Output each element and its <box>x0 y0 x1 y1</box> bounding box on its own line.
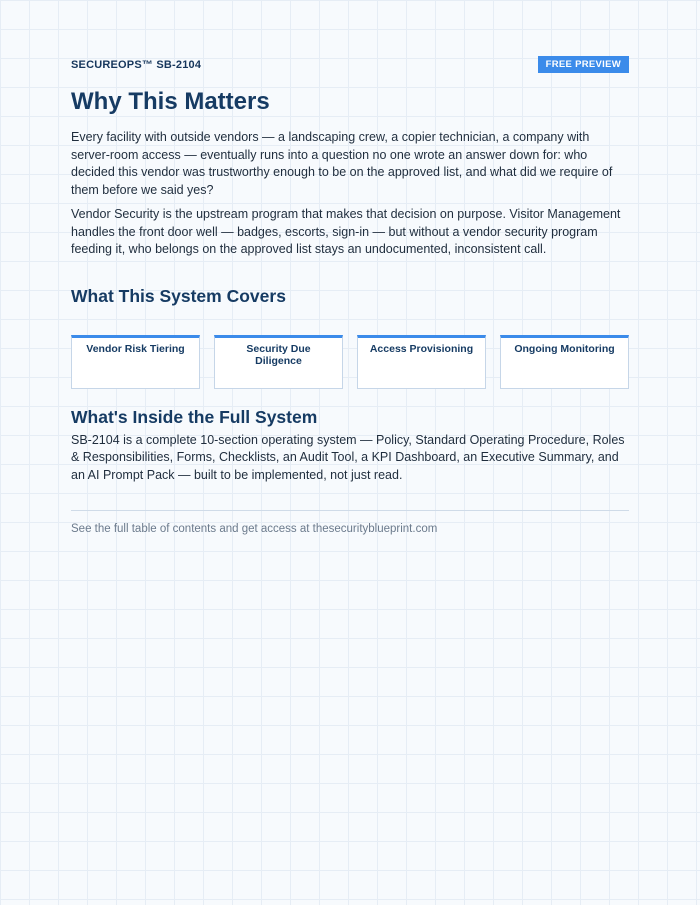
why-this-matters-heading: Why This Matters <box>71 88 270 115</box>
document-code: SECUREOPS™ SB-2104 <box>71 58 202 71</box>
card-label: Security Due Diligence <box>246 342 311 367</box>
divider <box>71 510 629 511</box>
card-label: Ongoing Monitoring <box>514 342 615 355</box>
why-paragraph-2: Vendor Security is the upstream program that makes that decision on purpose. Visitor Management handles the front door well — badges, escorts, sign-in — but without a vendor security program feeding it, who belongs on the approved list stays an undocumented, inconsistent call. <box>71 207 621 256</box>
system-covers-heading: What This System Covers <box>71 285 286 306</box>
whats-inside-heading: What's Inside the Full System <box>71 406 318 427</box>
document-page <box>71 0 629 535</box>
free-preview-badge: FREE PREVIEW <box>538 56 629 73</box>
footer-text: See the full table of contents and get access at thesecurityblueprint.com <box>71 523 438 535</box>
card-ongoing-monitoring <box>500 335 629 389</box>
card-label: Access Provisioning <box>369 342 474 355</box>
card-label: Vendor Risk Tiering <box>86 342 185 355</box>
document-header <box>71 56 629 73</box>
card-security-due-diligence <box>214 335 343 389</box>
card-access-provisioning <box>357 335 486 389</box>
card-vendor-risk-tiering <box>71 335 200 389</box>
why-paragraph-1: Every facility with outside vendors — a landscaping crew, a copier technician, a company with server-room access — eventually runs into a question no one wrote an answer down for: who decided this vendor was trustworthy enough to be on the approved list, and what did we require of them before we said yes? <box>71 130 613 197</box>
covers-cards <box>71 335 629 389</box>
whats-inside-text: SB-2104 is a complete 10-section operating system — Policy, Standard Operating Procedure, Roles & Responsibilities, Forms, Checklists, an Audit Tool, a KPI Dashboard, an Executive Summary, and an AI Prompt Pack — built to be implemented, not just read. <box>71 432 625 482</box>
